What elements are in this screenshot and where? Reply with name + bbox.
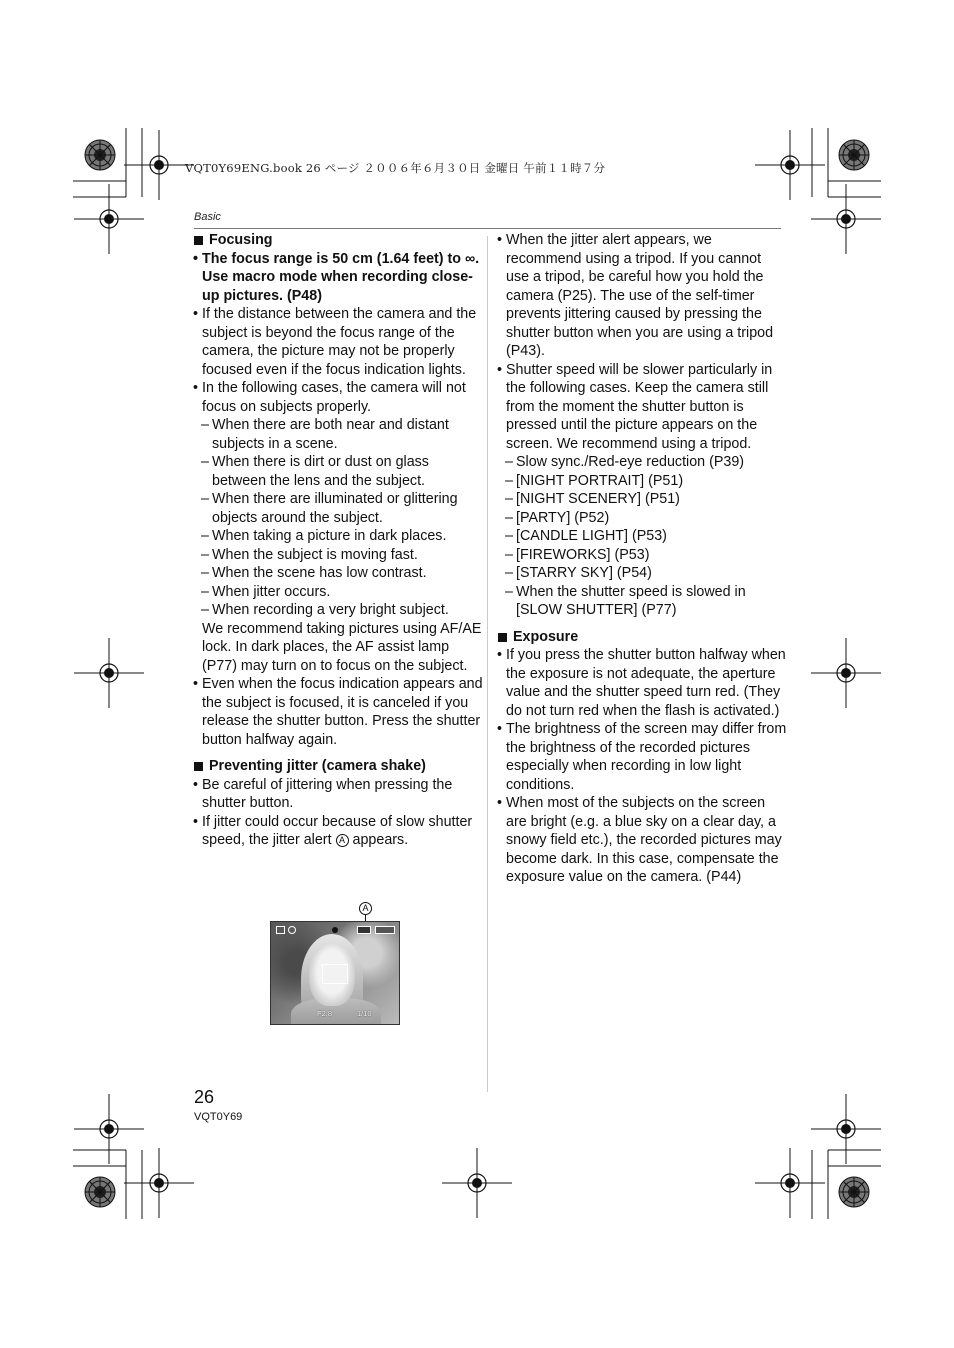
file-info-line: VQT0Y69ENG.book 26 ページ ２００６年６月３０日 金曜日 午前１１時７分 (185, 161, 606, 175)
sunburst-mark-bottom-right (839, 1177, 869, 1207)
exposure-bullet: • When most of the subjects on the screen are bright (e.g. a blue sky on a clear day, a snowy field etc.), the recorded pictures may become dark. In this case, compensate the exposure value on the camera. (P44) (497, 794, 787, 887)
focus-case-item: – When recording a very bright subject. (193, 601, 483, 620)
slow-case-item: – [FIREWORKS] (P53) (497, 546, 787, 565)
column-divider (487, 236, 488, 1092)
focus-case-item: – When there are both near and distant subjects in a scene. (193, 416, 483, 453)
sunburst-mark-top-left (85, 140, 115, 170)
tripod-bullet: • When the jitter alert appears, we recommend using a tripod. If you cannot use a tripod, be careful how you hold the camera (P25). The use of the self-timer prevents jittering caused by pressing the shutter button when you are using a tripod (P43). (497, 231, 787, 361)
camera-screen-illustration (270, 921, 400, 1025)
slow-case-item: – [STARRY SKY] (P54) (497, 564, 787, 583)
right-column (497, 231, 787, 887)
square-bullet-icon (194, 762, 203, 771)
model-code: VQT0Y69 (194, 1111, 243, 1123)
focus-case-item: – When jitter occurs. (193, 583, 483, 602)
marker-a-label: A (359, 902, 372, 915)
square-bullet-icon (194, 236, 203, 245)
focus-case-item: – When the subject is moving fast. (193, 546, 483, 565)
slow-case-item: – When the shutter speed is slowed in [SLOW SHUTTER] (P77) (497, 583, 787, 620)
focus-indicator-icon (332, 927, 338, 933)
flash-icon (288, 926, 296, 934)
exposure-bullet: • The brightness of the screen may differ from the brightness of the recorded pictures especially when recording in low light conditions. (497, 720, 787, 794)
af-area-frame (322, 964, 348, 984)
slow-case-item: – [PARTY] (P52) (497, 509, 787, 528)
jitter-alert-bullet: • If jitter could occur because of slow shutter speed, the jitter alert A appears. (193, 813, 483, 850)
sunburst-mark-top-right (839, 140, 869, 170)
exposure-bullet: • If you press the shutter button halfway when the exposure is not adequate, the aperture value and the shutter speed turn red. (They do not turn red when the flash is activated.) (497, 646, 787, 720)
cases-bullet: • In the following cases, the camera will not focus on subjects properly. (193, 379, 483, 416)
exposure-heading: Exposure (497, 628, 787, 647)
header-rule (194, 228, 781, 229)
aperture-value: F2.8 (317, 1009, 333, 1018)
focus-case-item: – When taking a picture in dark places. (193, 527, 483, 546)
page-number: 26 (194, 1087, 215, 1107)
focus-case-item: – When there is dirt or dust on glass between the lens and the subject. (193, 453, 483, 490)
battery-icon (375, 926, 395, 934)
left-column (193, 231, 483, 850)
shutter-speed-value: 1/10 (357, 1009, 372, 1018)
focus-cancel-bullet: • Even when the focus indication appears and the subject is focused, it is canceled if you release the shutter button. Press the shutter button halfway again. (193, 675, 483, 749)
af-ae-lock-note: We recommend taking pictures using AF/AE lock. In dark places, the AF assist lamp (P77) may turn on to focus on the subject. (202, 620, 482, 674)
marker-a-icon: A (336, 834, 349, 847)
focus-range-bullet: • The focus range is 50 cm (1.64 feet) to ∞. Use macro mode when recording close-up pictures. (P48) (193, 250, 483, 306)
record-mode-icon (276, 926, 285, 934)
slow-case-item: – [CANDLE LIGHT] (P53) (497, 527, 787, 546)
jitter-heading: Preventing jitter (camera shake) (193, 757, 483, 776)
jitter-alert-icon (357, 926, 371, 934)
slow-case-item: – [NIGHT PORTRAIT] (P51) (497, 472, 787, 491)
focus-case-item: – When there are illuminated or glittering objects around the subject. (193, 490, 483, 527)
distance-bullet: • If the distance between the camera and the subject is beyond the focus range of the camera, the picture may not be properly focused even if the focus indication lights. (193, 305, 483, 379)
slow-case-item: – [NIGHT SCENERY] (P51) (497, 490, 787, 509)
slow-shutter-bullet: • Shutter speed will be slower particularly in the following cases. Keep the camera still from the moment the shutter button is pressed until the picture appears on the screen. We recommend using a tripod. (497, 361, 787, 454)
sunburst-mark-bottom-left (85, 1177, 115, 1207)
focus-case-item: – When the scene has low contrast. (193, 564, 483, 583)
jitter-careful-bullet: • Be careful of jittering when pressing the shutter button. (193, 776, 483, 813)
square-bullet-icon (498, 633, 507, 642)
slow-case-item: – Slow sync./Red-eye reduction (P39) (497, 453, 787, 472)
section-label: Basic (194, 211, 221, 223)
focusing-heading: Focusing (193, 231, 483, 250)
